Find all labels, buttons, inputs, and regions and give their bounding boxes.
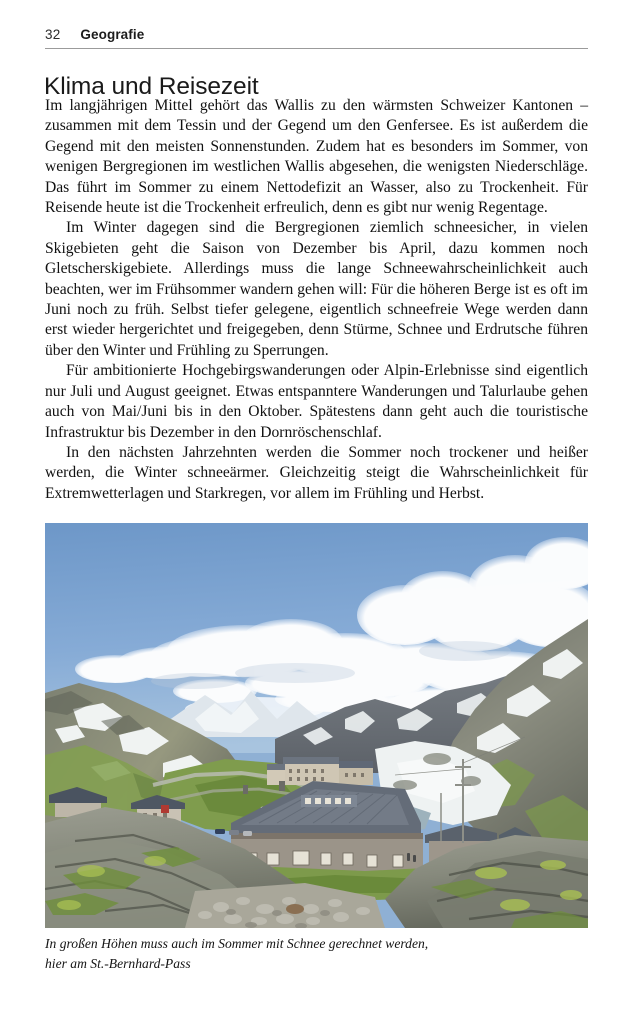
photo-caption — [45, 934, 588, 974]
page-title: Klima und Reisezeit — [44, 73, 259, 101]
paragraph-2: Im Winter dagegen sind die Bergregionen ziemlich schneesicher, in vielen Skigebieten geht die Saison von Dezember bis April, dazu kommen noch Gletscherskigebiete. Allerdings muss die lange Schneewahrscheinlichkeit auch beachten, wer im Frühsommer wandern gehen will: Für die höheren Berge ist es oft im Juni noch zu früh. Selbst tiefer gelegene, eigentlich schneefreie Wege werden dann erst wieder hergerichtet und freigegeben, denn Stürme, Schnee und Erdrutsche führen über den Winter und Frühling zu Sperrungen. — [45, 219, 588, 359]
running-head-section: Geografie — [80, 27, 145, 42]
running-head-rule — [45, 48, 588, 49]
running-head — [45, 27, 588, 42]
body-text — [45, 96, 588, 504]
caption-line-1: In großen Höhen muss auch im Sommer mit Schnee gerechnet werden, — [45, 936, 429, 951]
caption-line-2: hier am St.-Bernhard-Pass — [45, 956, 191, 971]
photo-mountain-pass — [45, 523, 588, 928]
paragraph-3: Für ambitionierte Hochgebirgswanderungen oder Alpin-Erlebnisse sind eigentlich nur Juli und August geeignet. Etwas entspanntere Wanderungen und Talurlaube gehen auch von Mai/Juni bis in den Oktober. Spätestens dann geht auch die touristische Infrastruktur bis Dezember in den Dornröschenschlaf. — [45, 362, 588, 441]
paragraph-1: Im langjährigen Mittel gehört das Wallis zu den wärmsten Schweizer Kantonen – zusammen mit dem Tessin und der Gegend um den Genfersee. Es ist außerdem die Gegend mit den meisten Sonnenstunden. Zudem hat es besonders im Sommer, von wenigen Bergregionen im westlichen Wallis abgesehen, die wenigsten Niederschläge. Das führt im Sommer zu einem Nettodefizit an Wasser, also zu Trockenheit. Für Reisende heute ist die Trockenheit erfreulich, denn es gibt nur wenig Regentage. — [45, 97, 588, 217]
photo-illustration — [45, 523, 588, 928]
paragraph-4: In den nächsten Jahrzehnten werden die Sommer noch trockener und heißer werden, die Winter schneeärmer. Gleichzeitig steigt die Wahrscheinlichkeit für Extremwetterlagen und Starkregen, vor allem im Frühling und Herbst. — [45, 443, 588, 502]
page-number: 32 — [45, 27, 61, 42]
